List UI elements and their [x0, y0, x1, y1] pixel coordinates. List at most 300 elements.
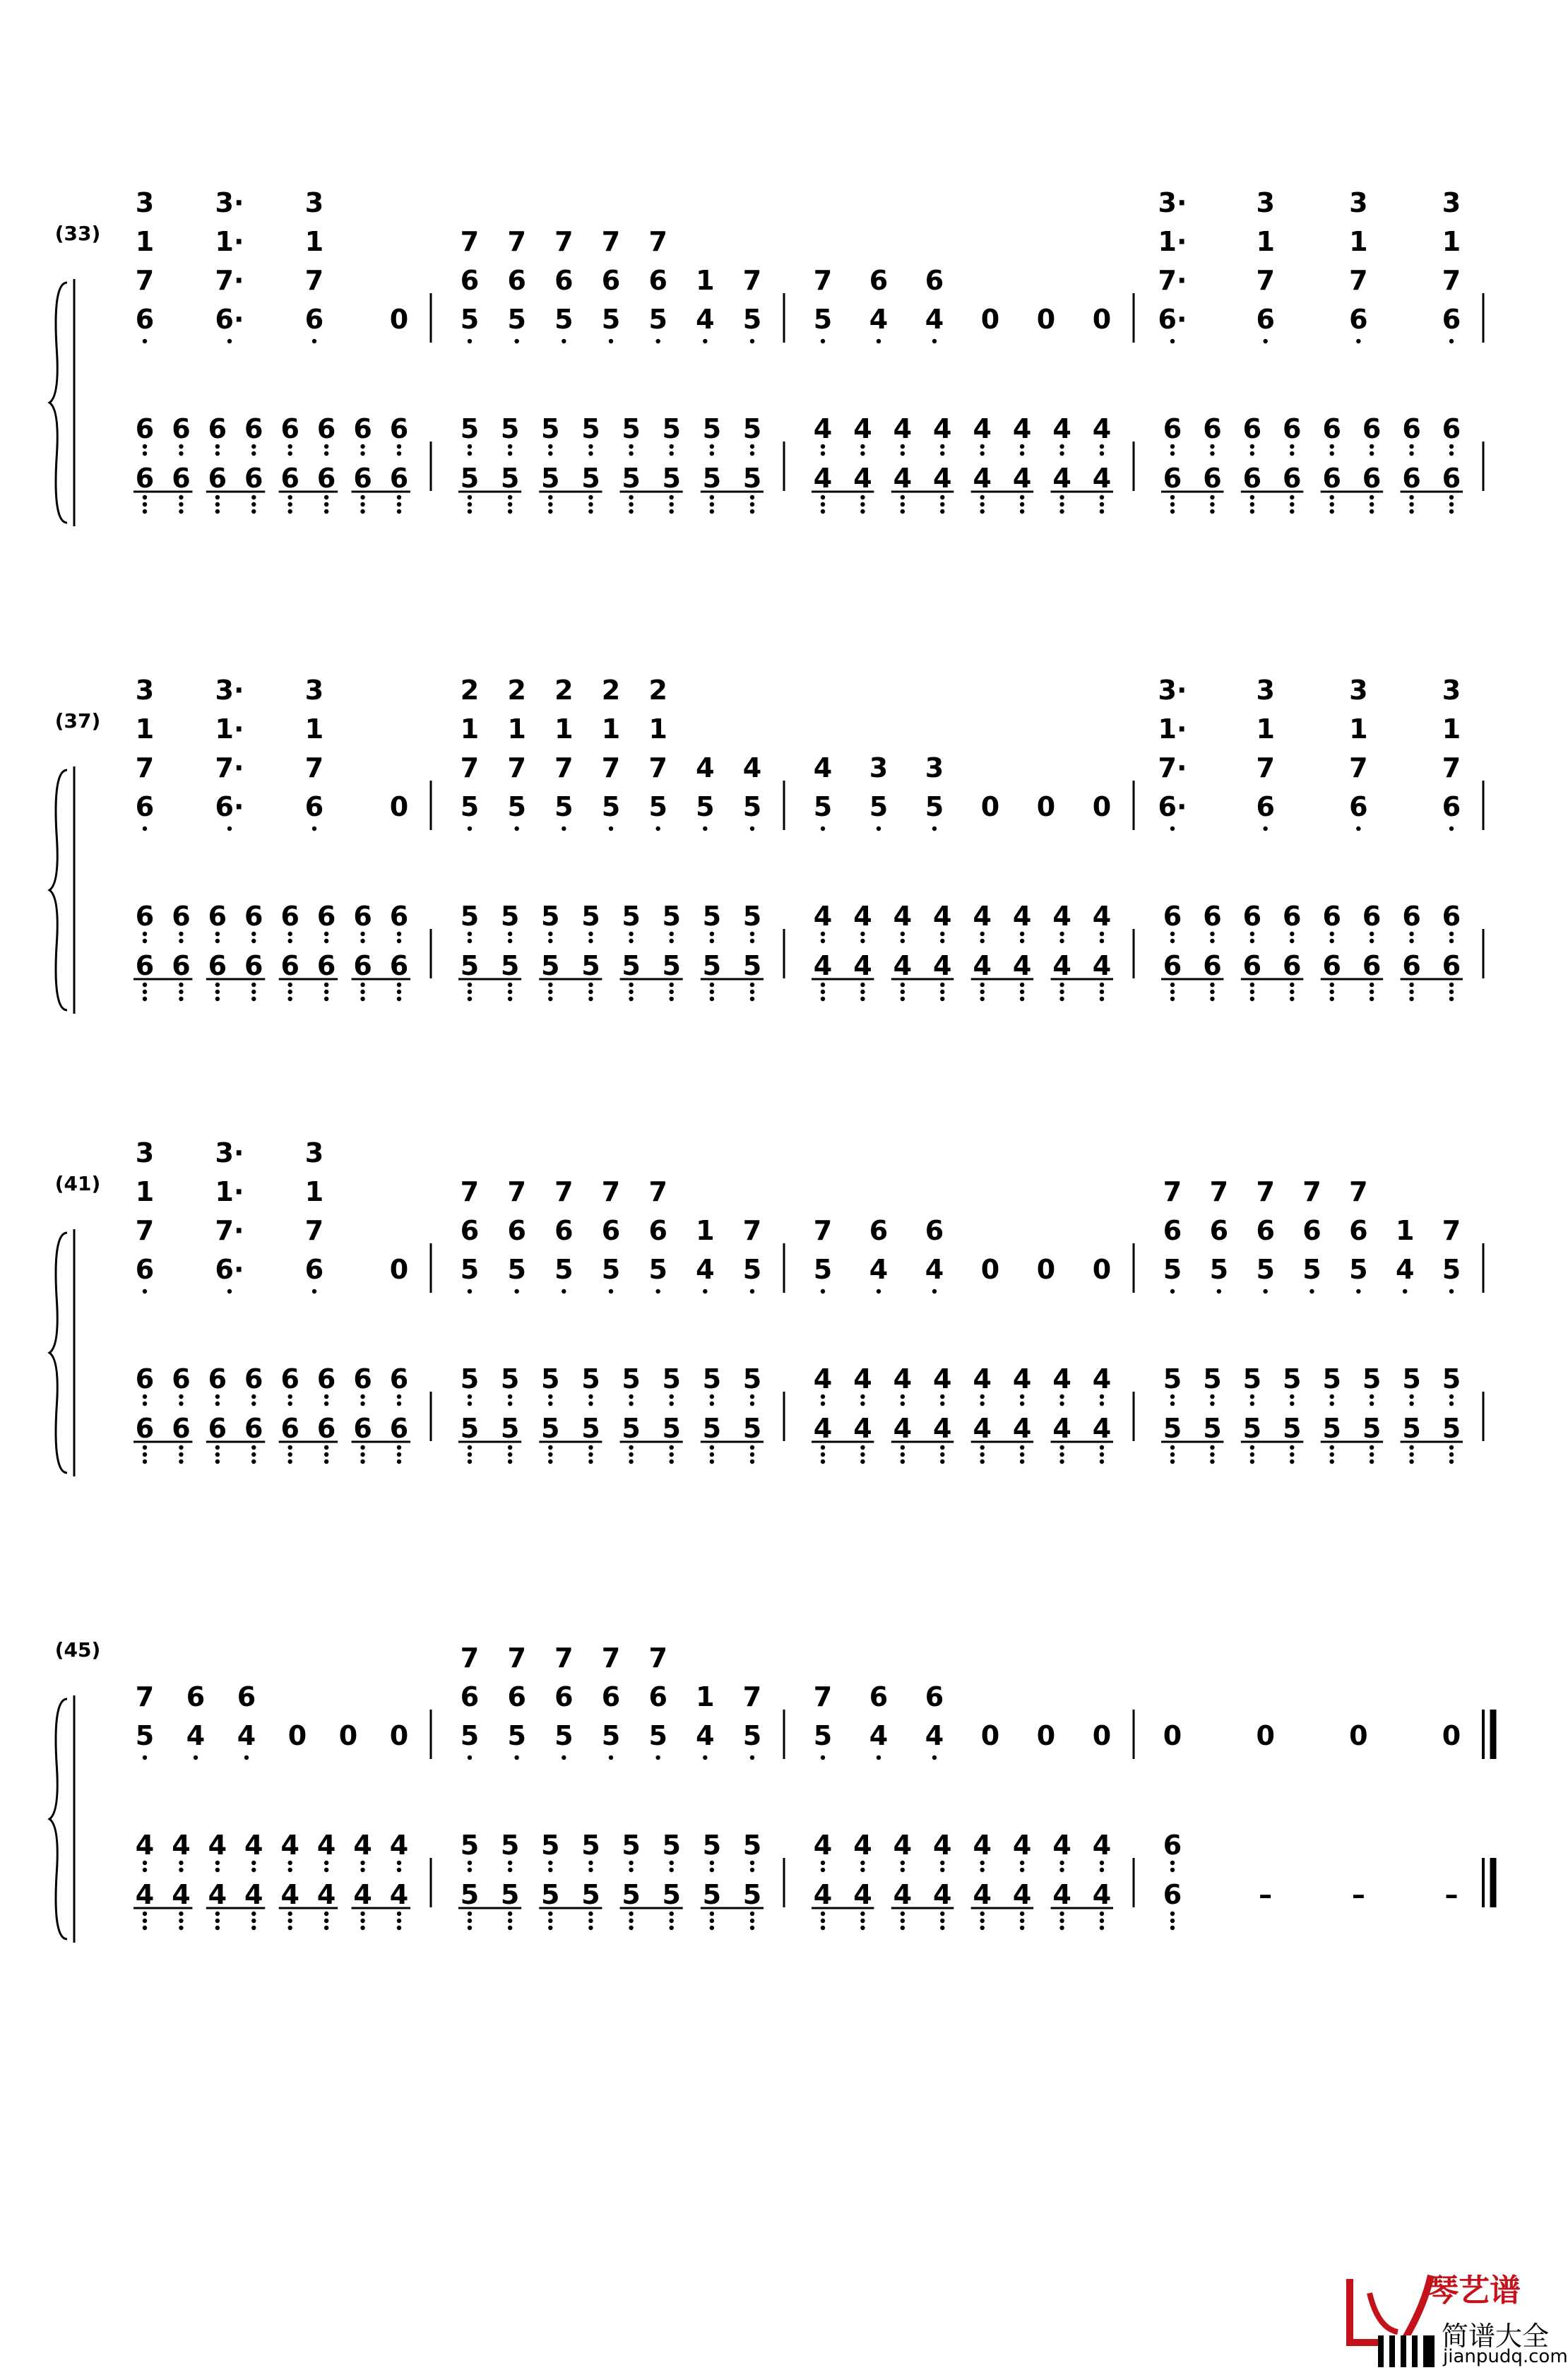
rh-upper-note: 7·: [215, 265, 244, 296]
lh-upper-note: 6: [280, 1363, 299, 1394]
octave-dot: [1170, 1394, 1175, 1399]
octave-dot: [940, 939, 944, 943]
rh-upper-note: 7: [742, 1215, 762, 1246]
lh-lower-note: 6: [135, 463, 155, 494]
lh-lower-note: 5: [581, 1413, 600, 1444]
octave-dot: [1263, 1289, 1267, 1293]
rh-note: 5: [648, 791, 667, 822]
lh-lower-note: 6: [244, 950, 263, 981]
lh-upper-note: 5: [460, 901, 480, 932]
rh-upper-note: 6: [1302, 1215, 1321, 1246]
octave-dot: [1409, 939, 1413, 943]
octave-dot: [215, 1912, 220, 1916]
rh-note: 5: [648, 1720, 667, 1751]
octave-dot: [1170, 1919, 1175, 1923]
octave-dot: [143, 1926, 147, 1930]
octave-dot: [143, 1394, 147, 1399]
octave-dot: [629, 983, 633, 987]
octave-dot: [629, 1452, 633, 1457]
lh-upper-note: 4: [280, 1830, 299, 1861]
lh-upper-note: 5: [500, 1363, 520, 1394]
octave-dot: [288, 444, 292, 449]
octave-dot: [1210, 932, 1214, 936]
octave-dot: [508, 1402, 512, 1406]
octave-dot: [468, 1861, 472, 1865]
octave-dot: [629, 990, 633, 994]
octave-dot: [940, 444, 944, 449]
octave-dot: [179, 1452, 183, 1457]
octave-dot: [548, 451, 552, 456]
lh-upper-note: 6: [1203, 413, 1222, 444]
lh-lower-note: 5: [1442, 1413, 1461, 1444]
octave-dot: [588, 932, 593, 936]
lh-lower-note: 6: [353, 1413, 372, 1444]
lh-lower-note: 4: [933, 1413, 952, 1444]
octave-dot: [1170, 1912, 1175, 1916]
lh-lower-note: 5: [1242, 1413, 1262, 1444]
lh-lower-note: 4: [1092, 463, 1112, 494]
octave-dot: [514, 1289, 518, 1293]
rh-note: 0: [1092, 1720, 1112, 1751]
octave-dot: [288, 990, 292, 994]
octave-dot: [710, 1919, 714, 1923]
lh-upper-note: 5: [1322, 1363, 1341, 1394]
octave-dot: [215, 1452, 220, 1457]
rh-note: 0: [1092, 304, 1112, 335]
octave-dot: [397, 983, 401, 987]
rh-upper-note: 7: [1442, 1215, 1461, 1246]
octave-dot: [1020, 990, 1024, 994]
octave-dot: [215, 997, 220, 1001]
octave-dot: [548, 1445, 552, 1450]
octave-dot: [1330, 444, 1334, 449]
octave-dot: [980, 932, 985, 936]
octave-dot: [1100, 983, 1104, 987]
rh-note: 5: [460, 791, 480, 822]
octave-dot: [397, 1868, 401, 1872]
lh-upper-note: 4: [1052, 1363, 1071, 1394]
rh-note: 5: [554, 1254, 574, 1285]
octave-dot: [860, 997, 865, 1001]
octave-dot: [251, 1402, 256, 1406]
octave-dot: [143, 1912, 147, 1916]
octave-dot: [1330, 1402, 1334, 1406]
octave-dot: [821, 1452, 825, 1457]
rh-upper-note: 4: [742, 752, 762, 783]
octave-dot: [1210, 939, 1214, 943]
octave-dot: [821, 495, 825, 499]
lh-upper-note: 5: [1283, 1363, 1302, 1394]
octave-dot: [821, 451, 825, 456]
rh-upper-note: 4: [696, 752, 715, 783]
octave-dot: [750, 1289, 754, 1293]
octave-dot: [312, 1289, 316, 1293]
octave-dot: [655, 827, 660, 831]
rh-upper-note: 6: [1209, 1215, 1229, 1246]
octave-dot: [1170, 451, 1175, 456]
octave-dot: [1170, 339, 1175, 343]
lh-upper-note: 6: [1402, 901, 1421, 932]
rh-upper-note: 1: [554, 713, 574, 745]
rh-upper-note: 6: [601, 1681, 621, 1712]
rh-upper-note: 3: [1442, 675, 1461, 706]
octave-dot: [360, 502, 364, 507]
octave-dot: [251, 997, 256, 1001]
rh-upper-note: 6: [554, 265, 574, 296]
octave-dot: [750, 983, 754, 987]
octave-dot: [1263, 827, 1267, 831]
octave-dot: [860, 509, 865, 514]
octave-dot: [901, 495, 905, 499]
rh-upper-note: 3·: [215, 1137, 244, 1168]
octave-dot: [251, 990, 256, 994]
octave-dot: [860, 1868, 865, 1872]
octave-dot: [360, 444, 364, 449]
octave-dot: [629, 444, 633, 449]
rh-note: 5: [742, 791, 762, 822]
lh-upper-note: 5: [622, 901, 641, 932]
lh-upper-note: 4: [1092, 413, 1112, 444]
octave-dot: [1330, 1394, 1334, 1399]
octave-dot: [877, 1289, 881, 1293]
lh-lower-note: 5: [1402, 1413, 1421, 1444]
octave-dot: [548, 939, 552, 943]
lh-lower-note: 5: [1283, 1413, 1302, 1444]
octave-dot: [514, 827, 518, 831]
octave-dot: [360, 1912, 364, 1916]
rh-upper-note: 6: [925, 1681, 944, 1712]
octave-dot: [750, 1394, 754, 1399]
octave-dot: [1100, 495, 1104, 499]
octave-dot: [940, 1394, 944, 1399]
lh-upper-note: 6: [280, 413, 299, 444]
lh-lower-note: 5: [541, 1413, 560, 1444]
octave-dot: [1290, 983, 1294, 987]
rh-note: 0: [980, 1254, 1000, 1285]
lh-upper-note: 5: [460, 1830, 480, 1861]
octave-dot: [750, 444, 754, 449]
octave-dot: [710, 932, 714, 936]
octave-dot: [1020, 509, 1024, 514]
octave-dot: [508, 983, 512, 987]
octave-dot: [1170, 1926, 1175, 1930]
octave-dot: [980, 1926, 985, 1930]
octave-dot: [508, 997, 512, 1001]
octave-dot: [143, 339, 147, 343]
rh-note: 6·: [1158, 791, 1187, 822]
octave-dot: [1020, 1459, 1024, 1464]
octave-dot: [710, 1402, 714, 1406]
octave-dot: [1330, 983, 1334, 987]
octave-dot: [629, 1861, 633, 1865]
lh-lower-note: 4: [933, 1879, 952, 1910]
rh-upper-note: 6: [869, 1215, 889, 1246]
rh-upper-note: 3: [925, 752, 944, 783]
octave-dot: [1330, 990, 1334, 994]
lh-upper-note: 4: [853, 1830, 872, 1861]
rh-note: 5: [648, 1254, 667, 1285]
rh-upper-note: 1: [135, 226, 155, 257]
rh-note: 5: [460, 1254, 480, 1285]
lh-lower-note: 6: [172, 950, 191, 981]
octave-dot: [288, 997, 292, 1001]
octave-dot: [1409, 1394, 1413, 1399]
octave-dot: [179, 1919, 183, 1923]
octave-dot: [932, 827, 937, 831]
rh-upper-note: 3·: [1158, 187, 1187, 218]
octave-dot: [710, 1394, 714, 1399]
rh-note: 4: [925, 1254, 944, 1285]
lh-lower-note: 5: [460, 463, 480, 494]
octave-dot: [548, 997, 552, 1001]
octave-dot: [588, 990, 593, 994]
lh-upper-note: 5: [702, 1363, 722, 1394]
octave-dot: [1250, 1445, 1254, 1450]
octave-dot: [1290, 1394, 1294, 1399]
rh-upper-note: 2: [554, 675, 574, 706]
rh-upper-note: 6: [460, 1681, 480, 1712]
rh-note: 0: [980, 304, 1000, 335]
octave-dot: [288, 983, 292, 987]
lh-upper-note: 4: [208, 1830, 227, 1861]
octave-dot: [609, 339, 613, 343]
octave-dot: [1020, 1861, 1024, 1865]
octave-dot: [397, 1926, 401, 1930]
rh-upper-note: 7: [304, 265, 324, 296]
octave-dot: [1250, 997, 1254, 1001]
lh-lower-note: 6: [1442, 463, 1461, 494]
lh-upper-note: 5: [662, 1830, 681, 1861]
octave-dot: [548, 1919, 552, 1923]
lh-upper-note: 6: [135, 901, 155, 932]
lh-upper-note: 5: [581, 901, 600, 932]
rh-note: 5: [1209, 1254, 1229, 1285]
octave-dot: [750, 932, 754, 936]
octave-dot: [670, 495, 674, 499]
octave-dot: [288, 939, 292, 943]
octave-dot: [629, 1919, 633, 1923]
octave-dot: [215, 451, 220, 456]
octave-dot: [901, 1452, 905, 1457]
octave-dot: [1100, 1912, 1104, 1916]
system-3: [49, 1137, 1483, 1476]
rh-upper-note: 1: [135, 1176, 155, 1207]
rh-note: 0: [287, 1720, 307, 1751]
lh-lower-note: 5: [702, 463, 722, 494]
lh-lower-note: 4: [853, 950, 872, 981]
octave-dot: [1059, 495, 1064, 499]
octave-dot: [397, 1459, 401, 1464]
octave-dot: [397, 1912, 401, 1916]
lh-lower-note: 4: [1012, 950, 1032, 981]
octave-dot: [1250, 509, 1254, 514]
octave-dot: [670, 451, 674, 456]
octave-dot: [1370, 502, 1374, 507]
octave-dot: [980, 1394, 985, 1399]
octave-dot: [750, 1445, 754, 1450]
staff-brace: [49, 1233, 67, 1473]
rh-note: 6: [135, 1254, 155, 1285]
octave-dot: [1059, 997, 1064, 1001]
lh-lower-note: 6: [1362, 950, 1382, 981]
octave-dot: [609, 1289, 613, 1293]
watermark-logo-text: 琴艺谱: [1427, 2273, 1521, 2309]
octave-dot: [980, 1445, 985, 1450]
octave-dot: [1449, 1402, 1454, 1406]
octave-dot: [360, 997, 364, 1001]
octave-dot: [1210, 495, 1214, 499]
octave-dot: [251, 509, 256, 514]
rh-upper-note: 7: [304, 752, 324, 783]
octave-dot: [940, 1861, 944, 1865]
octave-dot: [1250, 1394, 1254, 1399]
lh-lower-note: 5: [742, 463, 762, 494]
watermark: [1336, 2265, 1568, 2371]
lh-upper-note: 6: [353, 901, 372, 932]
octave-dot: [980, 451, 985, 456]
lh-rest: –: [1444, 1879, 1459, 1910]
octave-dot: [860, 1402, 865, 1406]
octave-dot: [508, 1861, 512, 1865]
lh-lower-note: 5: [581, 463, 600, 494]
octave-dot: [548, 1926, 552, 1930]
octave-dot: [143, 495, 147, 499]
octave-dot: [1059, 1402, 1064, 1406]
octave-dot: [324, 1459, 328, 1464]
rh-upper-note: 7: [460, 1176, 480, 1207]
octave-dot: [1330, 1452, 1334, 1457]
octave-dot: [143, 827, 147, 831]
octave-dot: [1170, 1402, 1175, 1406]
rh-upper-note: 6: [460, 1215, 480, 1246]
lh-lower-note: 6: [1322, 950, 1341, 981]
octave-dot: [468, 932, 472, 936]
octave-dot: [1210, 1459, 1214, 1464]
octave-dot: [1020, 1926, 1024, 1930]
rh-upper-note: 7: [507, 752, 526, 783]
octave-dot: [179, 1445, 183, 1450]
rh-note: 4: [869, 1254, 889, 1285]
rh-note: 5: [1163, 1254, 1182, 1285]
rh-upper-note: 7: [554, 1642, 574, 1674]
rh-upper-note: 6: [1256, 1215, 1275, 1246]
octave-dot: [324, 502, 328, 507]
rh-upper-note: 3: [135, 1137, 155, 1168]
rh-note: 6: [135, 304, 155, 335]
octave-dot: [710, 495, 714, 499]
octave-dot: [1309, 1289, 1314, 1293]
octave-dot: [1100, 997, 1104, 1001]
octave-dot: [1449, 1289, 1454, 1293]
lh-lower-note: 6: [1402, 463, 1421, 494]
rh-upper-note: 1·: [215, 226, 244, 257]
octave-dot: [360, 1394, 364, 1399]
lh-upper-note: 6: [1402, 413, 1421, 444]
octave-dot: [288, 1912, 292, 1916]
octave-dot: [821, 1868, 825, 1872]
octave-dot: [1170, 444, 1175, 449]
rh-note: 5: [601, 304, 621, 335]
lh-upper-note: 4: [1092, 901, 1112, 932]
octave-dot: [1059, 932, 1064, 936]
rh-note: 0: [389, 1720, 409, 1751]
octave-dot: [324, 509, 328, 514]
octave-dot: [980, 444, 985, 449]
octave-dot: [860, 1861, 865, 1865]
rh-note: 5: [1349, 1254, 1368, 1285]
octave-dot: [940, 502, 944, 507]
octave-dot: [251, 1459, 256, 1464]
rh-upper-note: 3: [1256, 675, 1275, 706]
octave-dot: [251, 1926, 256, 1930]
rh-upper-note: 7: [601, 752, 621, 783]
rh-upper-note: 3·: [215, 675, 244, 706]
lh-upper-note: 6: [172, 901, 191, 932]
rh-upper-note: 1·: [215, 1176, 244, 1207]
lh-upper-note: 6: [244, 901, 263, 932]
octave-dot: [703, 1289, 707, 1293]
octave-dot: [1330, 502, 1334, 507]
octave-dot: [980, 1861, 985, 1865]
rh-upper-note: 7: [304, 1215, 324, 1246]
octave-dot: [710, 1926, 714, 1930]
lh-upper-note: 5: [742, 1363, 762, 1394]
octave-dot: [1250, 932, 1254, 936]
octave-dot: [1170, 495, 1175, 499]
octave-dot: [703, 339, 707, 343]
lh-upper-note: 4: [973, 1830, 992, 1861]
octave-dot: [508, 502, 512, 507]
lh-upper-note: 5: [460, 413, 480, 444]
rh-note: 5: [813, 1720, 833, 1751]
rh-upper-note: 1·: [1158, 226, 1187, 257]
lh-upper-note: 6: [1322, 413, 1341, 444]
octave-dot: [655, 1289, 660, 1293]
octave-dot: [215, 1868, 220, 1872]
octave-dot: [179, 1394, 183, 1399]
measure-number: (37): [54, 709, 101, 733]
lh-upper-note: 6: [1242, 901, 1262, 932]
octave-dot: [821, 1919, 825, 1923]
lh-lower-note: 5: [662, 1413, 681, 1444]
rh-upper-note: 7: [813, 265, 833, 296]
octave-dot: [821, 1861, 825, 1865]
octave-dot: [397, 990, 401, 994]
octave-dot: [143, 502, 147, 507]
rh-note: 5: [554, 304, 574, 335]
rh-upper-note: 7: [648, 1176, 667, 1207]
octave-dot: [901, 1402, 905, 1406]
octave-dot: [360, 1926, 364, 1930]
measure-number: (45): [54, 1638, 101, 1662]
octave-dot: [397, 502, 401, 507]
rh-upper-note: 7: [601, 226, 621, 257]
rh-note: 6: [1442, 304, 1461, 335]
octave-dot: [324, 1919, 328, 1923]
octave-dot: [468, 1459, 472, 1464]
lh-lower-note: 6: [280, 950, 299, 981]
octave-dot: [244, 1755, 249, 1760]
rh-note: 5: [869, 791, 889, 822]
rh-note: 0: [980, 791, 1000, 822]
lh-upper-note: 4: [353, 1830, 372, 1861]
octave-dot: [901, 932, 905, 936]
rh-upper-note: 6: [507, 1215, 526, 1246]
lh-lower-note: 6: [1203, 463, 1222, 494]
octave-dot: [143, 1459, 147, 1464]
octave-dot: [629, 1402, 633, 1406]
lh-upper-note: 4: [893, 1363, 913, 1394]
